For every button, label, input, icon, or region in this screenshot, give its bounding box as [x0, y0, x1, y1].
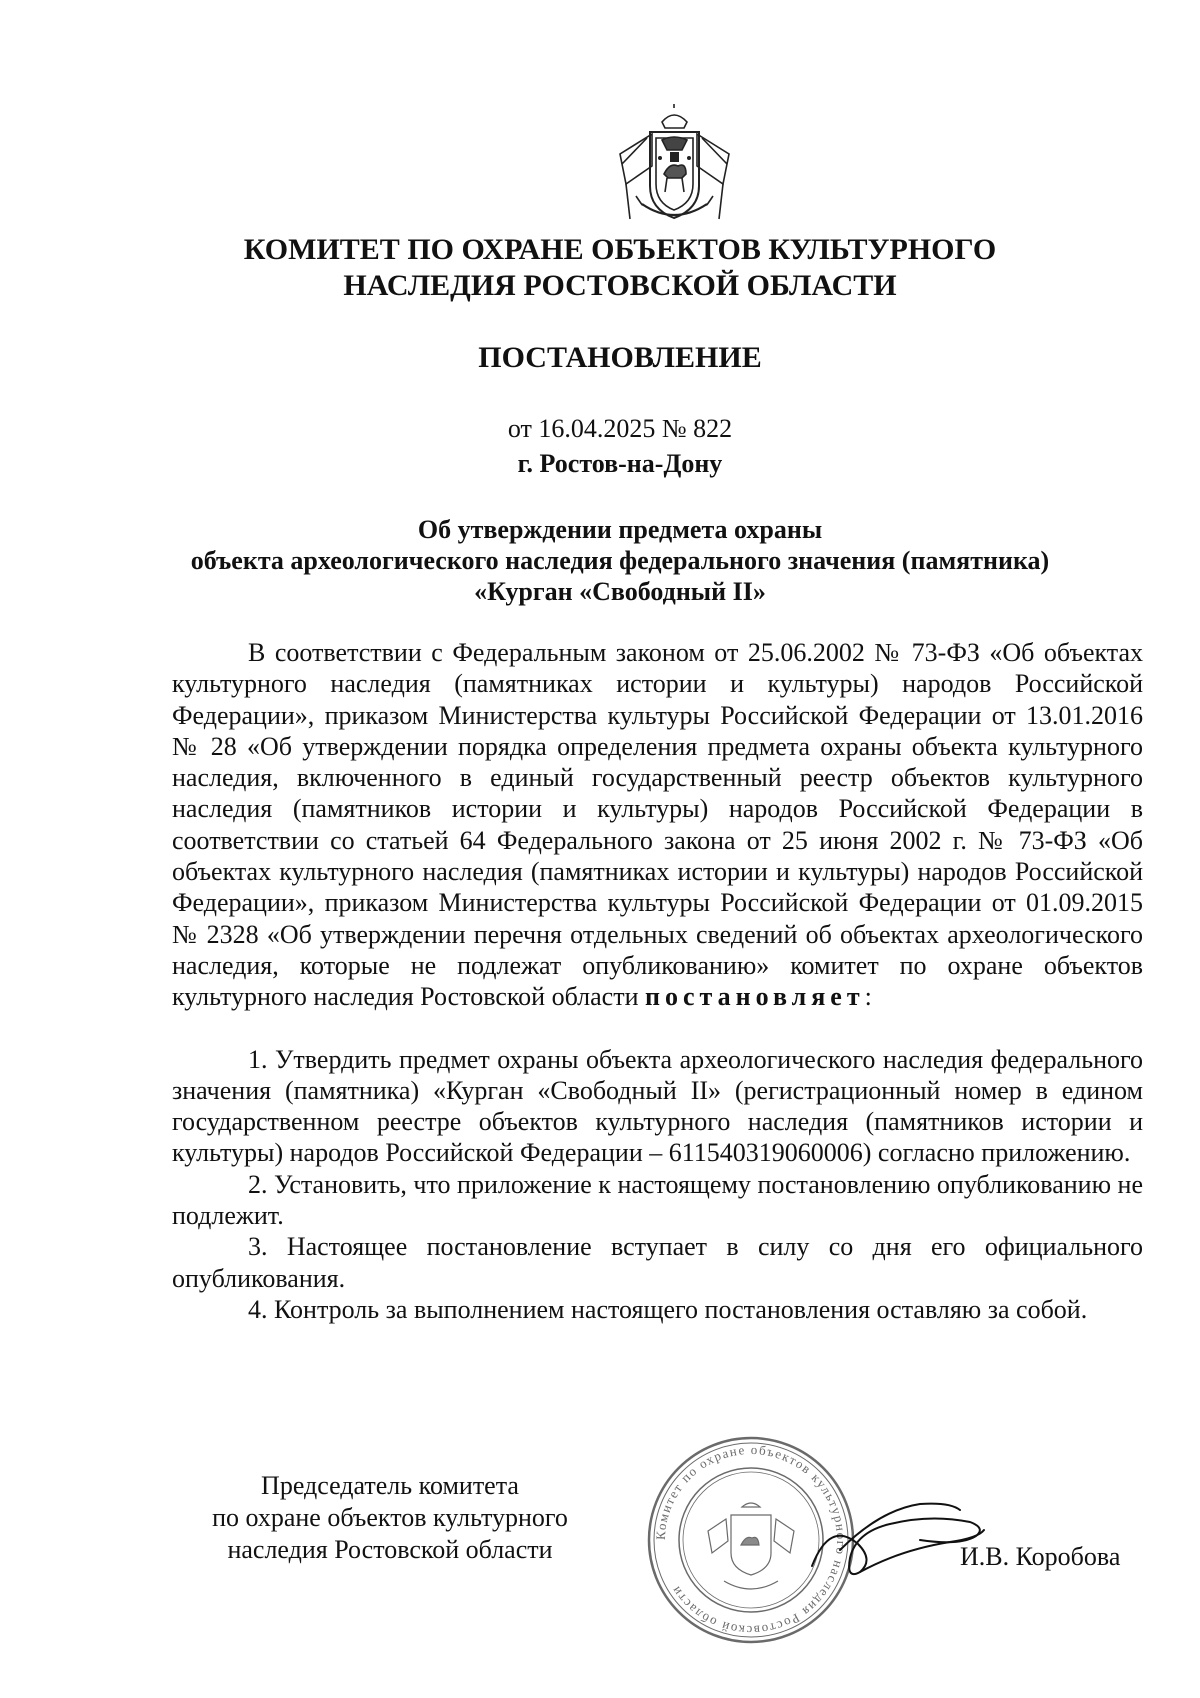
list-item-2: 2. Установить, что приложение к настоящему постановлению опубликованию не подлежит. [172, 1169, 1143, 1231]
title-line-3: «Курган «Свободный II» [474, 577, 766, 606]
decree-word: постановляет [645, 982, 865, 1012]
organization-name [180, 232, 1060, 304]
decree-suffix: : [864, 982, 872, 1012]
list-item-4: 4. Контроль за выполнением настоящего постановления оставляю за собой. [248, 1294, 1088, 1324]
date-number-line [180, 413, 1060, 445]
document-title [140, 514, 1100, 607]
date-prefix: от [507, 414, 532, 443]
organization-line-1: КОМИТЕТ ПО ОХРАНЕ ОБЪЕКТОВ КУЛЬТУРНОГО [243, 233, 997, 266]
organization-line-2: НАСЛЕДИЯ РОСТОВСКОЙ ОБЛАСТИ [343, 269, 897, 302]
handwritten-signature-icon [800, 1480, 990, 1590]
coat-of-arms-icon [612, 104, 737, 224]
title-line-2: объекта археологического наследия федерального значения (памятника) [190, 546, 1050, 575]
position-line-2: по охране объектов культурного [212, 1503, 568, 1532]
list-item-3: 3. Настоящее постановление вступает в силу со дня его официального опубликования. [172, 1232, 1143, 1293]
signer-name: И.В. Коробова [960, 1542, 1121, 1571]
position-line-3: наследия Ростовской области [227, 1535, 553, 1564]
preamble-paragraph [172, 637, 1143, 1013]
title-line-1: Об утверждении предмета охраны [417, 515, 823, 544]
document-number: 822 [693, 414, 733, 443]
number-prefix: № [661, 414, 687, 443]
document-date: 16.04.2025 [538, 414, 656, 443]
signatory-position [180, 1470, 600, 1566]
seal-text: Комитет по охране объектов культурного наследия Ростовской области [652, 1441, 850, 1639]
preamble-text: В соответствии с Федеральным законом от 25.06.2002 № 73-ФЗ «Об объектах культурного наследия (памятниках истории и культуры) народов Российской Федерации», приказом Министерства культуры Российской Федерации от 13.01.2016 № 28 «Об утверждении порядка определения предмета охраны объекта культурного наследия, включенного в единый государственный реестр объектов культурного наследия (памятников истории и культуры) народов Российской Федерации в соответствии со статьей 64 Федерального закона от 25 июня 2002 г. № 73-ФЗ «Об объектах культурного наследия (памятниках истории и культуры) народов Российской Федерации», приказом Министерства культуры Российской Федерации от 01.09.2015 № 2328 «Об утверждении перечня отдельных сведений об объектах археологического наследия, которые не подлежат опубликованию» комитет по охране объектов культурного наследия Ростовской области [172, 638, 1143, 1012]
document-body [172, 637, 1143, 1325]
list-item-1: 1. Утвердить предмет охраны объекта археологического наследия федерального значения (памятника) «Курган «Свободный II» (регистрационный номер в едином государственном реестре объектов культурного наследия (памятников истории и культуры) народов Российской Федерации – 611540319060006) согласно приложению. [172, 1044, 1143, 1168]
document-type: ПОСТАНОВЛЕНИЕ [478, 341, 762, 374]
position-line-1: Председатель комитета [261, 1471, 519, 1500]
city-line: г. Ростов-на-Дону [517, 449, 723, 478]
